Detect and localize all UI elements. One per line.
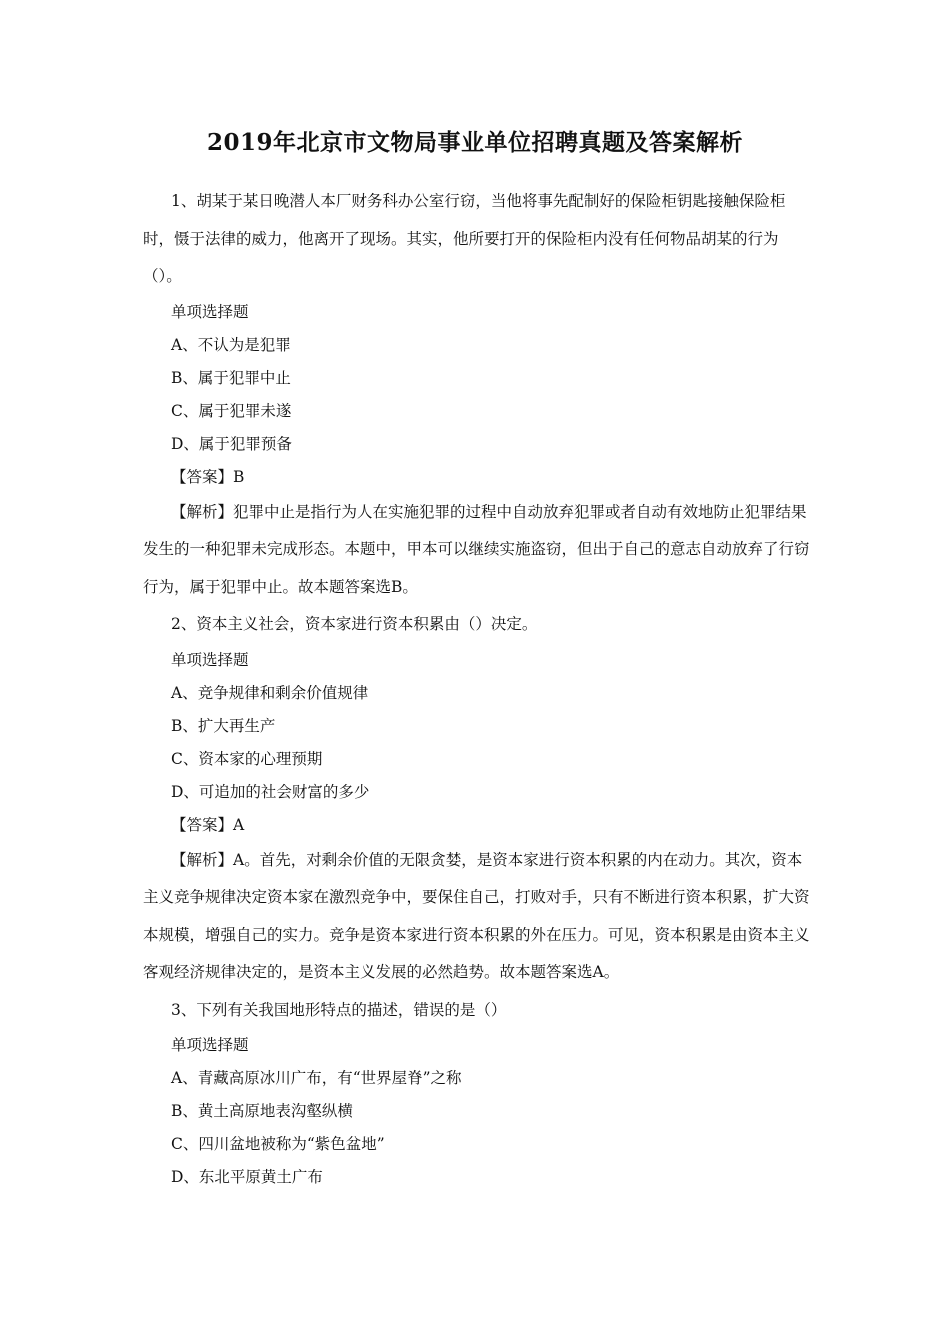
answer-line (143, 461, 813, 494)
question-3 (143, 992, 813, 1195)
option-a: A、不认为是犯罪 (171, 335, 291, 354)
option-d: D、可追加的社会财富的多少 (171, 782, 370, 801)
option-b: B、黄土高原地表沟壑纵横 (171, 1102, 353, 1120)
option-a: A、竞争规律和剩余价值规律 (171, 683, 369, 702)
question-stem: 3、下列有关我国地形特点的描述，错误的是（） (171, 1000, 507, 1019)
question-type: 单项选择题 (171, 650, 249, 669)
option-d: D、属于犯罪预备 (171, 434, 292, 453)
question-type: 单项选择题 (171, 1036, 249, 1054)
analysis-text: A。首先，对剩余价值的无限贪婪，是资本家进行资本积累的内在动力。其次，资本主义竞争规律决定资本家在激烈竞争中，要保住自己，打败对手，只有不断进行资本积累，扩大资本规模，增强自己的实力。竞争是资本家进行资本积累的外在压力。可见，资本积累是由资本主义客观经济规律决定的，是资本主义发展的必然趋势。故本题答案选A。 (143, 850, 810, 981)
analysis-tag: 【解析】 (171, 850, 234, 869)
analysis-text: 犯罪中止是指行为人在实施犯罪的过程中自动放弃犯罪或者自动有效地防止犯罪结果发生的一种犯罪未完成形态。本题中，甲本可以继续实施盗窃，但出于自己的意志自动放弃了行窃行为，属于犯罪中止。故本题答案选B。 (143, 502, 810, 596)
option-b: B、属于犯罪中止 (171, 368, 291, 387)
answer-tag: 【答案】 (171, 815, 234, 834)
answer-value: B (233, 467, 245, 486)
option-b: B、扩大再生产 (171, 716, 276, 735)
option-a: A、青藏高原冰川广布，有“世界屋脊”之称 (171, 1069, 462, 1087)
answer-line (143, 809, 813, 842)
option-d: D、东北平原黄土广布 (171, 1168, 323, 1186)
option-c: C、四川盆地被称为“紫色盆地” (171, 1135, 385, 1153)
analysis-paragraph (143, 494, 813, 607)
question-type: 单项选择题 (171, 302, 249, 321)
analysis-paragraph (143, 842, 813, 992)
question-2 (143, 606, 813, 992)
page-title: 2019年北京市文物局事业单位招聘真题及答案解析 (206, 129, 743, 156)
question-1 (143, 183, 813, 606)
question-stem: 1、胡某于某日晚潜人本厂财务科办公室行窃，当他将事先配制好的保险柜钥匙接触保险柜时，慑于法律的威力，他离开了现场。其实，他所要打开的保险柜内没有任何物品胡某的行为（）。 (143, 192, 786, 285)
document-body (143, 183, 813, 1194)
option-c: C、资本家的心理预期 (171, 749, 323, 768)
analysis-tag: 【解析】 (171, 502, 234, 521)
answer-value: A (233, 815, 245, 834)
question-stem: 2、资本主义社会，资本家进行资本积累由（）决定。 (171, 615, 538, 633)
answer-tag: 【答案】 (171, 467, 234, 486)
option-c: C、属于犯罪未遂 (171, 401, 292, 420)
